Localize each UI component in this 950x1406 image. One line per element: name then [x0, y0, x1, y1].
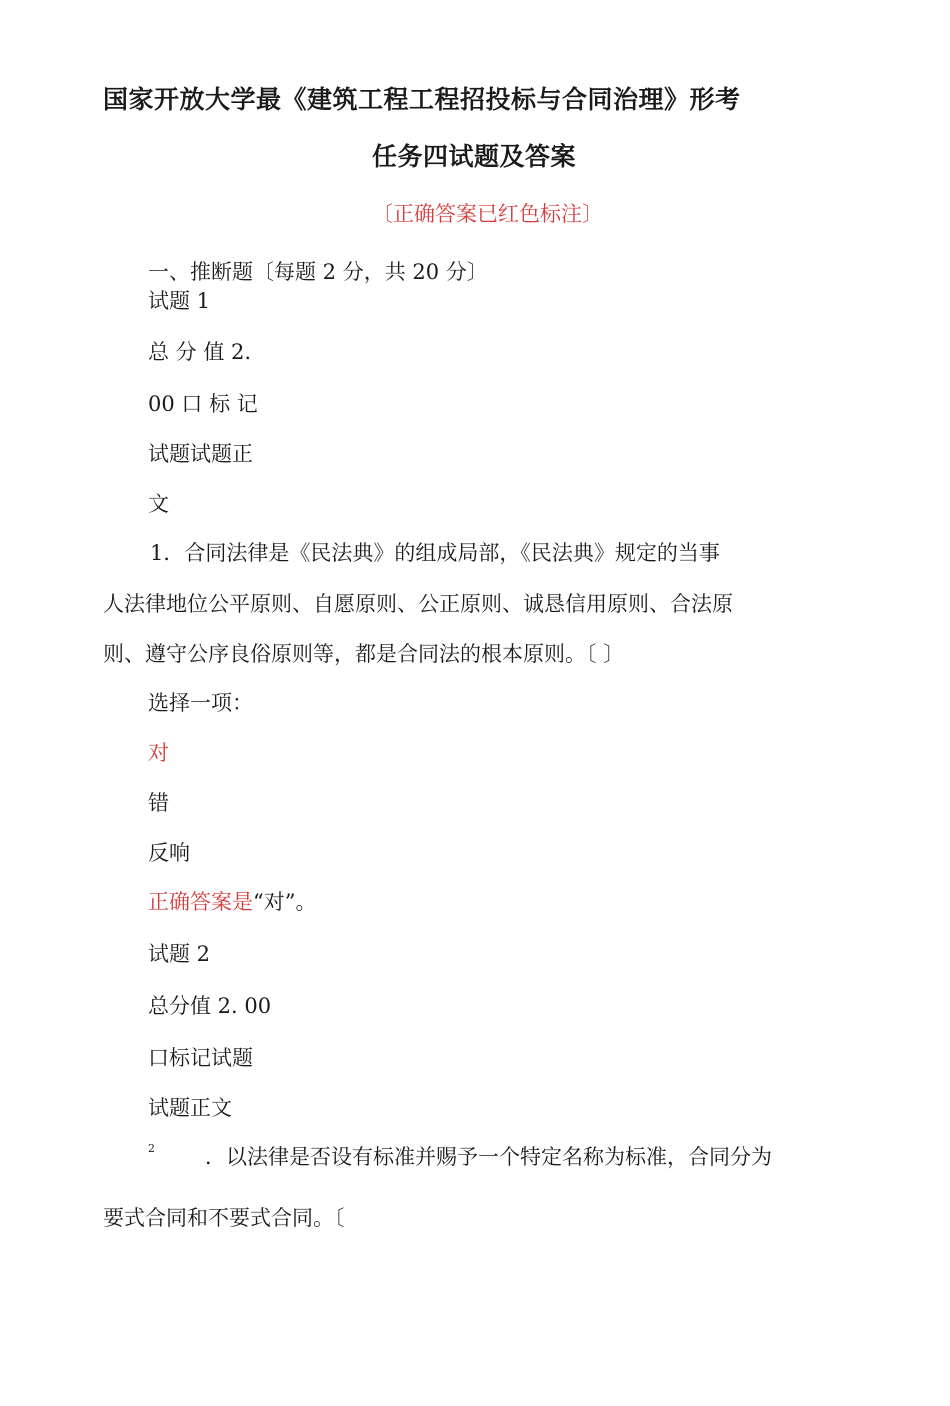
q2-text-line: ．以法律是否设有标准并赐予一个特定名称为标准，合同分为: [205, 1145, 772, 1169]
q1-choose-label: 选择一项：: [148, 691, 253, 715]
q1-header-line: 00 口 标 记: [148, 392, 258, 416]
q1-option: 错: [148, 791, 169, 815]
q2-header-line: 试题正文: [148, 1096, 232, 1120]
document-title-line2: 任务四试题及答案: [372, 142, 577, 171]
q1-option: 反响: [148, 841, 190, 865]
q2-header-line: 总分值 2. 00: [148, 994, 272, 1018]
q1-answer-line: [148, 886, 316, 916]
q1-header-line: 试题试题正: [148, 442, 253, 466]
q2-text-line: 要式合同和不要式合同。〔: [103, 1206, 345, 1230]
q1-text-line: 1．合同法律是《民法典》的组成局部，《民法典》规定的当事: [150, 541, 720, 565]
q1-text-line: 则、遵守公序良俗原则等，都是合同法的根本原则。〔 〕: [103, 642, 625, 666]
q2-header-line: 口标记试题: [148, 1046, 253, 1070]
q2-header-line: 试题 2: [148, 942, 211, 966]
q1-header-line: 试题 1: [148, 289, 211, 313]
q1-option-correct: 对: [148, 741, 169, 765]
q1-answer-prefix: 正确答案是: [148, 890, 253, 914]
q1-answer-value: “对”。: [253, 890, 317, 914]
answer-color-note: 〔正确答案已红色标注〕: [372, 202, 603, 226]
section-heading: 一、推断题〔每题 2 分，共 20 分〕: [148, 260, 488, 284]
q1-header-line: 文: [148, 492, 169, 516]
document-title-line1: 国家开放大学最《建筑工程工程招投标与合同治理》形考: [103, 85, 741, 114]
q2-number: 2: [148, 1142, 155, 1155]
q1-text-line: 人法律地位公平原则、自愿原则、公正原则、诚恳信用原则、合法原: [103, 592, 733, 616]
q1-header-line: 总 分 值 2.: [148, 340, 252, 364]
